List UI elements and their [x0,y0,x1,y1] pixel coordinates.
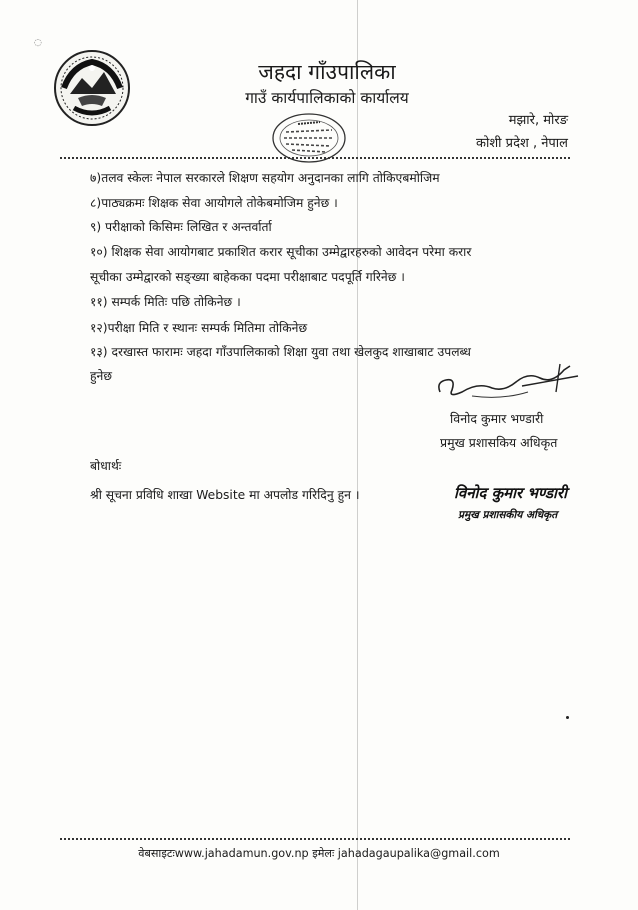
svg-text:प्रमुख प्रशासकीय अधिकृत: प्रमुख प्रशासकीय अधिकृत [458,509,558,521]
fold-line [357,0,358,910]
footer-divider [60,838,570,840]
office-title: जहदा गाँउपालिका [258,60,396,84]
body-line: ९) परीक्षाको किसिमः लिखित र अन्तर्वार्ता [90,220,272,234]
address-line-1: मझारे, मोरङ [508,113,568,128]
office-subtitle: गाउँ कार्यपालिकाको कार्यालय [245,89,409,107]
header-divider [60,157,570,159]
svg-text:विनोद कुमार भण्डारी: विनोद कुमार भण्डारी [454,484,567,502]
footer-contact: वेबसाइटःwww.jahadamun.gov.np इमेलः jahadagaupalika@gmail.com [138,847,500,860]
body-line: १३) दरखास्त फारामः जहदा गाँउपालिकाको शिक्षा युवा तथा खेलकुद शाखाबाट उपलब्ध [90,345,471,359]
signatory-name: विनोद कुमार भण्डारी [450,411,544,426]
body-line: १२)परीक्षा मिति र स्थानः सम्पर्क मितिमा तोकिनेछ [90,321,308,335]
signatory-title: प्रमुख प्रशासकिय अधिकृत [440,435,558,450]
body-line: हुनेछ [90,369,112,383]
body-line: ७)तलव स्केलः नेपाल सरकारले शिक्षण सहयोग अनुदानका लागि तोकिएबमोजिम [90,171,440,185]
scan-mark-icon: ◌ [34,38,42,48]
body-line: ११) सम्पर्क मितिः पछि तोकिनेछ । [90,295,241,309]
speck-mark [566,716,569,719]
name-stamp-icon [452,480,592,526]
address-line-2: कोशी प्रदेश , नेपाल [475,136,568,151]
body-line: सूचीका उम्मेद्वारको सङ्ख्या बाहेकका पदमा परीक्षाबाट पदपूर्ति गरिनेछ । [90,270,405,284]
cc-line: श्री सूचना प्रविधि शाखा Website मा अपलोड गरिदिनु हुन । [90,488,360,502]
signature-icon [432,362,582,406]
cc-label: बोधार्थः [90,459,122,473]
office-seal-icon [268,108,350,164]
body-line: १०) शिक्षक सेवा आयोगबाट प्रकाशित करार सूचीका उम्मेद्वारहरुको आवेदन परेमा करार [90,245,472,259]
body-line: ८)पाठ्यक्रमः शिक्षक सेवा आयोगले तोकेबमोजिम हुनेछ । [90,196,338,210]
